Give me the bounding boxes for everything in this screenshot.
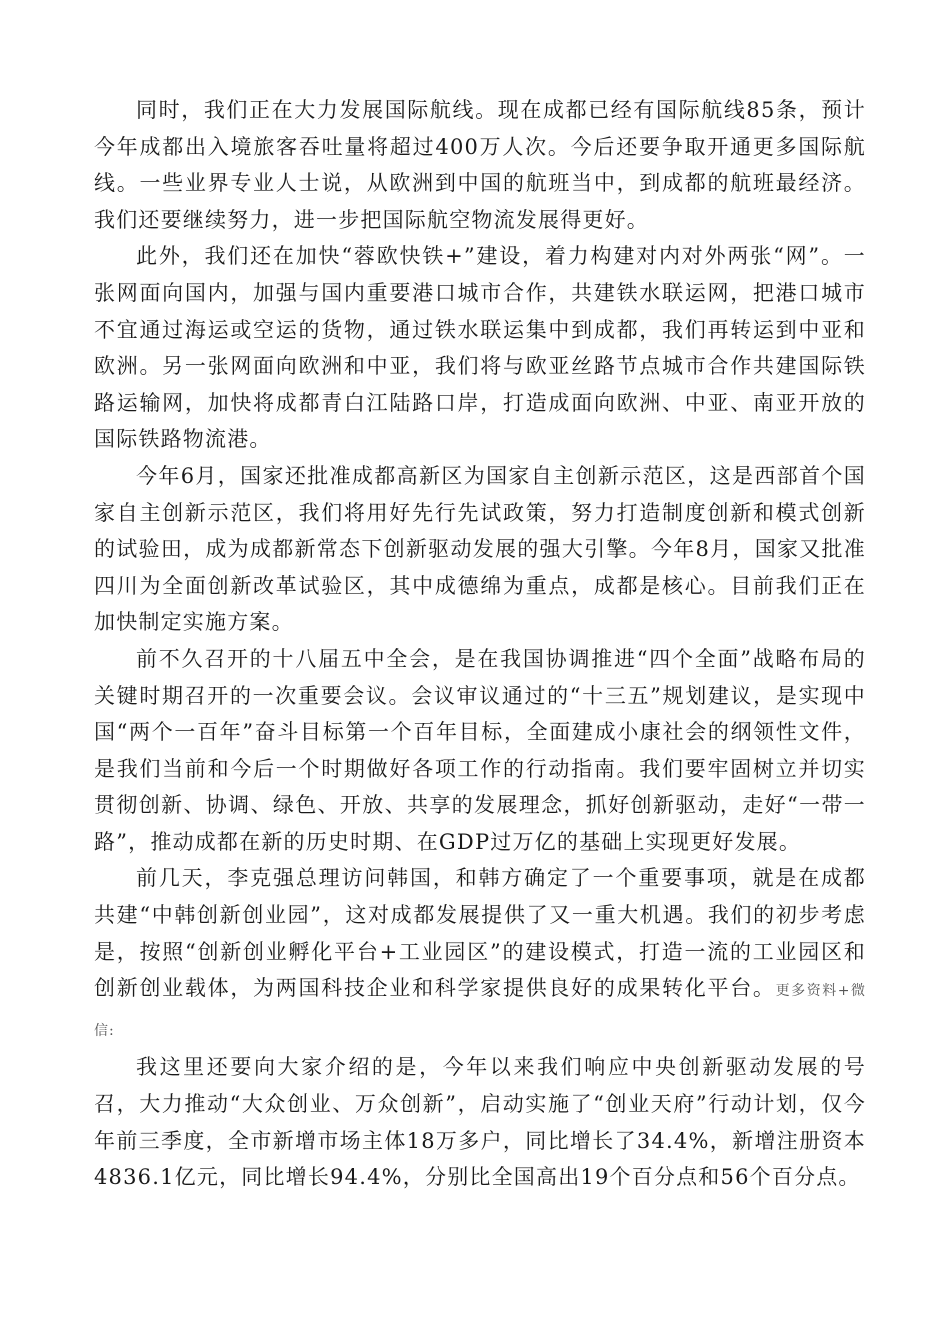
inline-note: 更多资料+微 信: (94, 983, 866, 1039)
paragraph-china-korea-park (94, 860, 866, 1049)
paragraph-entrepreneurship: 我这里还要向大家介绍的是，今年以来我们响应中央创新驱动发展的号召，大力推动“大众创业、万众创新”，启动实施了“创业天府”行动计划，仅今年前三季度，全市新增市场主体18万多户，同比增长了34.4%，新增注册资本4836.1亿元，同比增长94.4%，分别比全国高出19个百分点和56个百分点。 (94, 1055, 866, 1190)
paragraph-rongou-railway: 此外，我们还在加快“蓉欧快铁+”建设，着力构建对内对外两张“网”。一张网面向国内，加强与国内重要港口城市合作，共建铁水联运网，把港口城市不宜通过海运或空运的货物，通过铁水联运集中到成都，我们再转运到中亚和欧洲。另一张网面向欧洲和中亚，我们将与欧亚丝路节点城市合作共建国际铁路运输网，加快将成都青白江陆路口岸，打造成面向欧洲、中亚、南亚开放的国际铁路物流港。 (94, 244, 866, 452)
paragraph-innovation-zone: 今年6月，国家还批准成都高新区为国家自主创新示范区，这是西部首个国家自主创新示范区，我们将用好先行先试政策，努力打造制度创新和模式创新的试验田，成为成都新常态下创新驱动发展的强大引擎。今年8月，国家又批准四川为全面创新改革试验区，其中成德绵为重点，成都是核心。目前我们正在加快制定实施方案。 (94, 463, 866, 635)
paragraph-china-korea-park-text: 前几天，李克强总理访问韩国，和韩方确定了一个重要事项，就是在成都共建“中韩创新创业园”，这对成都发展提供了又一重大机遇。我们的初步考虑是，按照“创新创业孵化平台+工业园区”的建设模式，打造一流的工业园区和创新创业载体，为两国科技企业和科学家提供良好的成果转化平台。 (94, 866, 866, 1001)
paragraph-international-flights: 同时，我们正在大力发展国际航线。现在成都已经有国际航线85条，预计今年成都出入境旅客吞吐量将超过400万人次。今后还要争取开通更多国际航线。一些业界专业人士说，从欧洲到中国的航班当中，到成都的航班最经济。我们还要继续努力，进一步把国际航空物流发展得更好。 (94, 98, 866, 232)
document-body (94, 92, 866, 1196)
paragraph-fifth-plenum: 前不久召开的十八届五中全会，是在我国协调推进“四个全面”战略布局的关键时期召开的一次重要会议。会议审议通过的“十三五”规划建议，是实现中国“两个一百年”奋斗目标第一个百年目标，全面建成小康社会的纲领性文件，是我们当前和今后一个时期做好各项工作的行动指南。我们要牢固树立并切实贯彻创新、协调、绿色、开放、共享的发展理念，抓好创新驱动，走好“一带一路”，推动成都在新的历史时期、在GDP过万亿的基础上实现更好发展。 (94, 646, 866, 854)
